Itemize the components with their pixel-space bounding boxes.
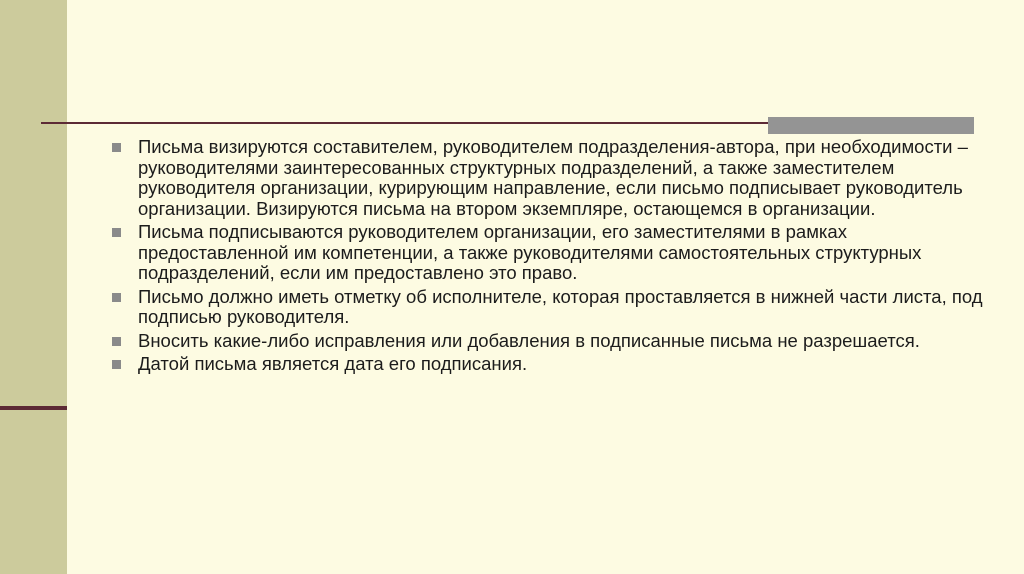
bullet-text: Датой письма является дата его подписания. <box>138 353 528 374</box>
bullet-text: Вносить какие-либо исправления или добавления в подписанные письма не разрешается. <box>138 329 920 351</box>
square-bullet-icon <box>112 360 121 369</box>
side-band-rule <box>0 406 67 410</box>
square-bullet-icon <box>112 293 121 302</box>
bullet-item-corrections <box>112 331 992 352</box>
square-bullet-icon <box>112 337 121 346</box>
bullet-text: Письма визируются составителем, руководителем подразделения-автора, при необходимости – руководителями заинтересованных структурных подразделений, а также заместителем руководителя организации, курирующим направление, если письмо подписывает руководитель организации. Визируются письма на втором экземпляре, остающемся в организации. <box>138 136 968 219</box>
slide-content <box>112 137 992 378</box>
side-band <box>0 0 67 574</box>
bullet-item-date <box>112 354 992 375</box>
bullet-item-signing <box>112 222 992 284</box>
square-bullet-icon <box>112 228 121 237</box>
bullet-list <box>112 137 992 375</box>
top-accent-bar <box>768 117 974 134</box>
bullet-text: Письмо должно иметь отметку об исполнителе, которая проставляется в нижней части листа, под подписью руководителя. <box>138 285 983 327</box>
square-bullet-icon <box>112 143 121 152</box>
bullet-item-visas <box>112 137 992 219</box>
bullet-item-executor-mark <box>112 287 992 328</box>
bullet-text: Письма подписываются руководителем организации, его заместителями в рамках предоставленной им компетенции, а также руководителями самостоятельных структурных подразделений, если им предоставлено это право. <box>138 221 922 283</box>
